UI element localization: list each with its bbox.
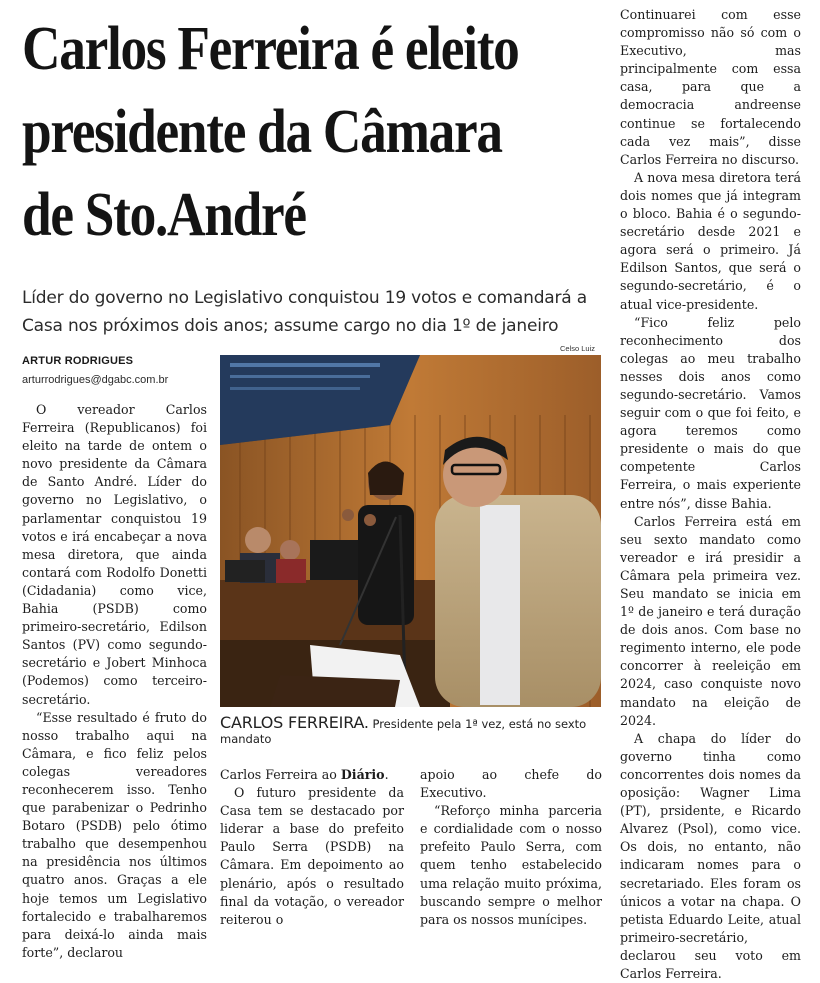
photo-caption: [220, 713, 601, 746]
article-column-2: [220, 766, 404, 929]
paragraph: “Esse resultado é fruto do nosso trabalho aqui na Câmara, e fico feliz pelos colegas vereadores reconhecerem isso. Tenho que parabenizar o Pedrinho Botaro (PSDB) pelo ótimo trabalho que desempenhou na presidência nos últimos quatro anos. Graças a ele hoje temos um Legislativo fortalecido e trabalharemos para deixá-lo ainda mais forte”, declarou: [22, 709, 207, 960]
author-name: ARTUR RODRIGUES: [22, 355, 134, 367]
article-column-3: [420, 766, 602, 929]
caption-name: CARLOS FERREIRA.: [220, 713, 369, 732]
article-photo: [220, 355, 601, 707]
article-column-1: [22, 401, 207, 962]
paragraph: O futuro presidente da Casa tem se destacado por liderar a base do prefeito Paulo Serra (PSDB) na Câmara. Em depoimento ao plenário, após o resultado final da votação, o vereador reiterou o: [220, 785, 404, 927]
paragraph: “Reforço minha parceria e cordialidade com o nosso prefeito Paulo Serra, com quem tenho estabelecido uma relação muito próxima, buscando sempre o melhor para os nossos munícipes.: [420, 803, 602, 927]
author-email[interactable]: arturrodrigues@dgabc.com.br: [22, 374, 169, 386]
subheadline: Líder do governo no Legislativo conquistou 19 votos e comandará a Casa nos próximos dois anos; assume cargo no dia 1º de janeiro: [22, 288, 587, 336]
paragraph: “Fico feliz pelo reconhecimento dos colegas ao meu trabalho nesses dois anos como segundo-secretário. Vamos seguir com o que foi feito, e agora teremos como presidente o mais do que competente Carlos Ferreira, o mais experiente entre nós”, disse Bahia.: [620, 314, 801, 511]
paragraph: O vereador Carlos Ferreira (Republicanos) foi eleito na tarde de ontem o novo presidente da Câmara de Santo André. Líder do governo no Legislativo, o parlamentar conquistou 19 votos e irá encabeçar a nova mesa diretora, que ainda contará com Rodolfo Donetti (Cidadania) como vice, Bahia (PSDB) como primeiro-secretário, Edilson Santos (PV) como segundo-secretário e Jobert Minhoca (Podemos) como terceiro-secretário.: [22, 402, 207, 707]
paragraph: Carlos Ferreira ao Diário.: [220, 767, 389, 782]
paragraph: Continuarei com esse compromisso não só com o Executivo, mas principalmente com essa casa, para que a democracia andreense continue se fortalecendo cada vez mais”, disse Carlos Ferreira no discurso.: [620, 7, 801, 167]
caption-text: Presidente pela 1ª vez, está no sexto mandato: [220, 717, 587, 746]
article-column-4: [620, 6, 801, 983]
photo-credit: Celso Luiz: [560, 344, 596, 353]
headline: Carlos Ferreira é eleito presidente da Câmara de Sto.André: [22, 15, 519, 249]
newspaper-name: Diário: [340, 767, 385, 782]
paragraph: apoio ao chefe do Executivo.: [420, 767, 602, 801]
paragraph: A nova mesa diretora terá dois nomes que já integram o bloco. Bahia é o segundo-secretário desde 2021 e agora será o primeiro. Já Edilson Santos, que será o segundo-secretário, é o atual vice-presidente.: [620, 169, 801, 312]
paragraph: A chapa do líder do governo tinha como concorrentes dois nomes da oposição: Wagner Lima (PT), prsidente, e Ricardo Alvarez (Psol), como vice. Os dois, no entanto, não indicaram nomes para o secretariado. Eles foram os únicos a votar na chapa. O petista Eduardo Leite, atual primeiro-secretário, declarou seu voto em Carlos Ferreira.: [620, 730, 801, 981]
paragraph: Carlos Ferreira está em seu sexto mandato como vereador e irá presidir a Câmara pela primeira vez. Seu mandato se inicia em 1º de janeiro e terá duração de dois anos. Com base no regimento interno, ele pode concorrer à reeleição em 2024, caso conquiste novo mandato na eleição de 2024.: [620, 513, 801, 728]
